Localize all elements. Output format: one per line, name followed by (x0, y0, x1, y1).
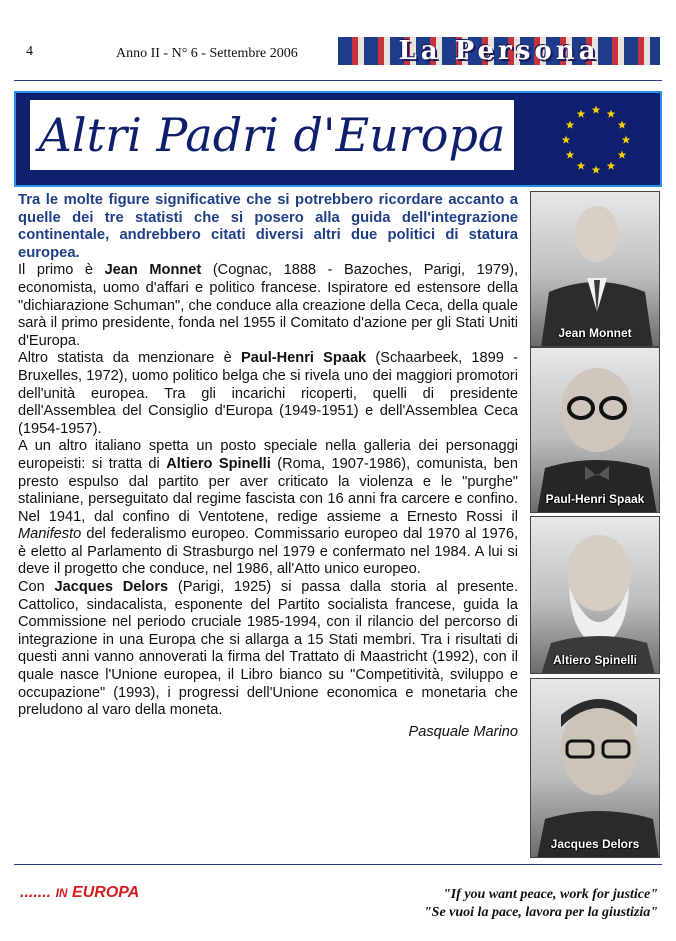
issue-info: Anno II - N° 6 - Settembre 2006 (116, 46, 298, 61)
paragraph-text: Con (18, 579, 55, 596)
paragraph-text: (Roma, 1907-1986), comunista, ben presto espulso dal partito per aver criticato la violenza e le "purghe" staliniane, perseguitato dal regime fascista con 16 anni fra carcere e confino. Nel 1941, dal confino di Ventotene, redige assieme a Ernesto Rossi il (18, 455, 519, 525)
person-name: Jean Monnet (104, 262, 202, 279)
person-name: Paul-Henri Spaak (240, 350, 367, 367)
portrait-icon (531, 679, 660, 858)
quote-english: "If you want peace, work for justice" (442, 887, 658, 902)
title-banner (14, 91, 662, 187)
article-body (18, 192, 518, 741)
paragraph-text: (Schaarbeek, 1899 - Bruxelles, 1972), uomo politico belga che si rivela uno dei maggiori promotori dell'unità europea. Tra gli incarichi ricoperti, quelli di presidente dell'Assemblea del Consiglio d'Europa (1949-1951) e dell'Assemblea Ceca (1954-1957). (18, 350, 518, 437)
photo-delors (530, 678, 660, 858)
paragraph-monnet (18, 262, 518, 350)
page-number: 4 (26, 44, 33, 59)
paragraph-text: Altro statista da menzionare è (18, 350, 241, 367)
paragraph-text: A un altro italiano spetta un posto speciale nella galleria dei personaggi europeisti: si tratta di (18, 438, 518, 472)
article-author: Pasquale Marino (408, 723, 518, 740)
footer-quote (424, 886, 658, 922)
manifesto-title: Manifesto (18, 526, 82, 543)
footer-small-label: IN (55, 886, 68, 900)
paragraph-text: (Cognac, 1888 - Bazoches, Parigi, 1979), economista, uomo d'affari e politico francese. Ispiratore ed estensore della "dichiarazione Schuman", che conduce alla creazione della Ceca, della quale sarà il primo presidente, fonda nel 1955 il Comitato d'azione per gli Stati Uniti d'Europa. (18, 262, 518, 349)
portrait-icon (531, 517, 660, 674)
paragraph-spinelli (18, 438, 518, 579)
photo-caption: Altiero Spinelli (552, 653, 637, 667)
person-name: Altiero Spinelli (166, 455, 271, 472)
masthead-title: La Persona (398, 36, 600, 66)
paragraph-spaak (18, 350, 518, 438)
footer-dots: ....... (20, 884, 52, 901)
banner-title-box (30, 100, 514, 170)
person-name: Jacques Delors (54, 579, 169, 596)
top-divider (14, 80, 662, 81)
quote-italian: "Se vuoi la pace, lavora per la giustizia" (423, 905, 658, 920)
photo-caption: Jacques Delors (550, 837, 640, 851)
photo-spaak (530, 347, 660, 513)
photo-monnet (530, 191, 660, 347)
eu-flag-icon (538, 97, 654, 183)
portrait-icon (531, 192, 660, 347)
banner-title: Altri Padri d'Europa (38, 108, 506, 162)
paragraph-text: (Parigi, 1925) si passa dalla storia al presente. Cattolico, sindacalista, esponente del Partito socialista francese, guida la Commissione nel periodo cruciale 1985-1994, con il rilancio del percorso di integrazione in una Europa che si allarga a 15 Stati membri. Tra i risultati di questi anni vanno annoverati la firma del Trattato di Maastricht (1992), con il quale nasce l'Unione europea, il Libro bianco su "Competitività, sviluppo e occupazione" (1993), i progressi dell'Unione economica e monetaria che preludono al varo della moneta. (18, 579, 518, 719)
bottom-divider (14, 864, 662, 865)
paragraph-text: del federalismo europeo. Commissario europeo dal 1970 al 1976, è eletto al Parlamento di Strasburgo nel 1979 e confermato nel 1984. A lui si deve il progetto che conduce, nel 1986, all'Atto unico europeo. (18, 526, 518, 578)
footer-section-name: EUROPA (72, 884, 140, 901)
photo-spinelli (530, 516, 660, 674)
photo-caption: Paul-Henri Spaak (545, 492, 645, 506)
footer-section-label (20, 884, 139, 902)
paragraph-text: Il primo è (18, 262, 105, 279)
article-lead: Tra le molte figure significative che si potrebbero ricordare accanto a quelle dei tre statisti che si posero alla guida dell'integrazione continentale, andrebbero citati diversi altri due politici di statura europea. (18, 192, 518, 261)
photo-caption: Jean Monnet (558, 326, 632, 340)
masthead-logo (338, 37, 660, 65)
portrait-icon (531, 348, 660, 513)
paragraph-delors (18, 579, 518, 720)
page-header (0, 0, 676, 80)
